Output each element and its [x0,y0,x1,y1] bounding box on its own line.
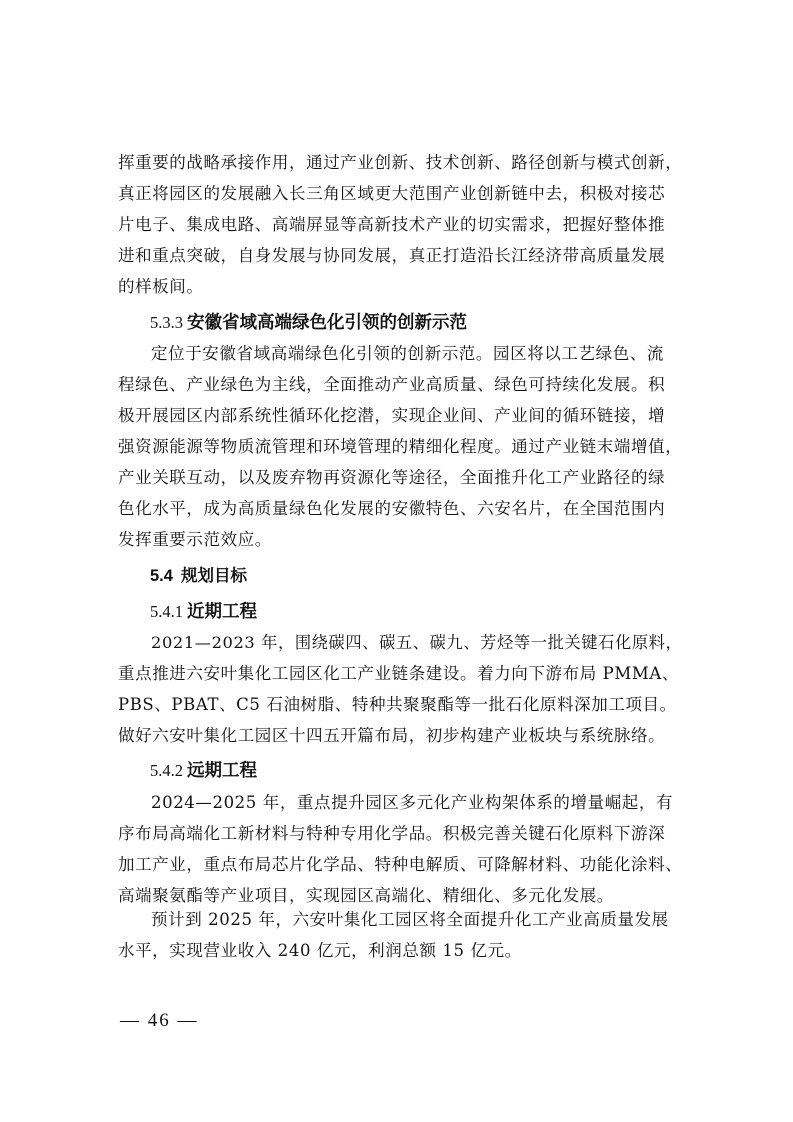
section-title: 远期工程 [187,761,257,781]
text-line: 真正将园区的发展融入长三角区域更大范围产业创新链中去，积极对接芯 [118,184,666,203]
text-line: 2024—2025 年，重点提升园区多元化产业构架体系的增量崛起，有 [151,793,674,812]
paragraph-long-term [118,787,684,911]
paragraph-green-innovation [118,338,684,555]
section-number: 5.3.3 [150,313,183,332]
section-title: 安徽省域高端绿色化引领的创新示范 [187,313,467,333]
section-title: 近期工程 [187,602,257,622]
text-line: 发挥重要示范效应。 [118,530,272,549]
text-line: 高端聚氨酯等产业项目，实现园区高端化、精细化、多元化发展。 [118,886,614,905]
text-line: 挥重要的战略承接作用，通过产业创新、技术创新、路径创新与模式创新， [118,153,683,172]
paragraph-2025-forecast [118,904,684,966]
section-number: 5.4 [150,567,173,585]
text-line: PBS、PBAT、C5 石油树脂、特种共聚聚酯等一批石化原料深加工项目。 [118,695,677,714]
section-heading-5-4-2 [150,757,257,785]
text-line: 定位于安徽省域高端绿色化引领的创新示范。园区将以工艺绿色、流 [151,344,664,363]
section-heading-5-4 [150,562,247,590]
page-number: — 46 — [120,1010,199,1031]
text-line: 2021—2023 年，围绕碳四、碳五、碳九、芳烃等一批关键石化原料， [151,633,683,652]
text-line: 程绿色、产业绿色为主线，全面推动产业高质量、绿色可持续化发展。积 [118,375,666,394]
text-line: 进和重点突破，自身发展与协同发展，真正打造沿长江经济带高质量发展 [118,246,666,265]
paragraph-strategic-role [118,147,684,302]
section-title: 规划目标 [180,566,247,585]
paragraph-near-term [118,627,684,751]
text-line: 预计到 2025 年，六安叶集化工园区将全面提升化工产业高质量发展 [151,910,669,929]
text-line: 的样板间。 [118,277,204,296]
text-line: 片电子、集成电路、高端屏显等高新技术产业的切实需求，把握好整体推 [118,215,666,234]
section-number: 5.4.2 [150,761,183,780]
text-line: 水平，实现营业收入 240 亿元，利润总额 15 亿元。 [118,941,522,960]
text-line: 色化水平，成为高质量绿色化发展的安徽特色、六安名片，在全国范围内 [118,499,666,518]
text-line: 序布局高端化工新材料与特种专用化学品。积极完善关键石化原料下游深 [118,824,666,843]
text-line: 极开展园区内部系统性循环化挖潜，实现企业间、产业间的循环链接，增 [118,406,666,425]
section-heading-5-3-3 [150,309,467,337]
text-line: 强资源能源等物质流管理和环境管理的精细化程度。通过产业链末端增值， [118,437,683,456]
text-line: 产业关联互动，以及废弃物再资源化等途径，全面推升化工产业路径的绿 [118,468,666,487]
text-line: 重点推进六安叶集化工园区化工产业链条建设。着力向下游布局 PMMA、 [118,664,679,683]
text-line: 做好六安叶集化工园区十四五开篇布局，初步构建产业板块与系统脉络。 [118,726,666,745]
section-heading-5-4-1 [150,598,257,626]
section-number: 5.4.1 [150,602,183,621]
text-line: 加工产业，重点布局芯片化学品、特种电解质、可降解材料、功能化涂料、 [118,855,683,874]
